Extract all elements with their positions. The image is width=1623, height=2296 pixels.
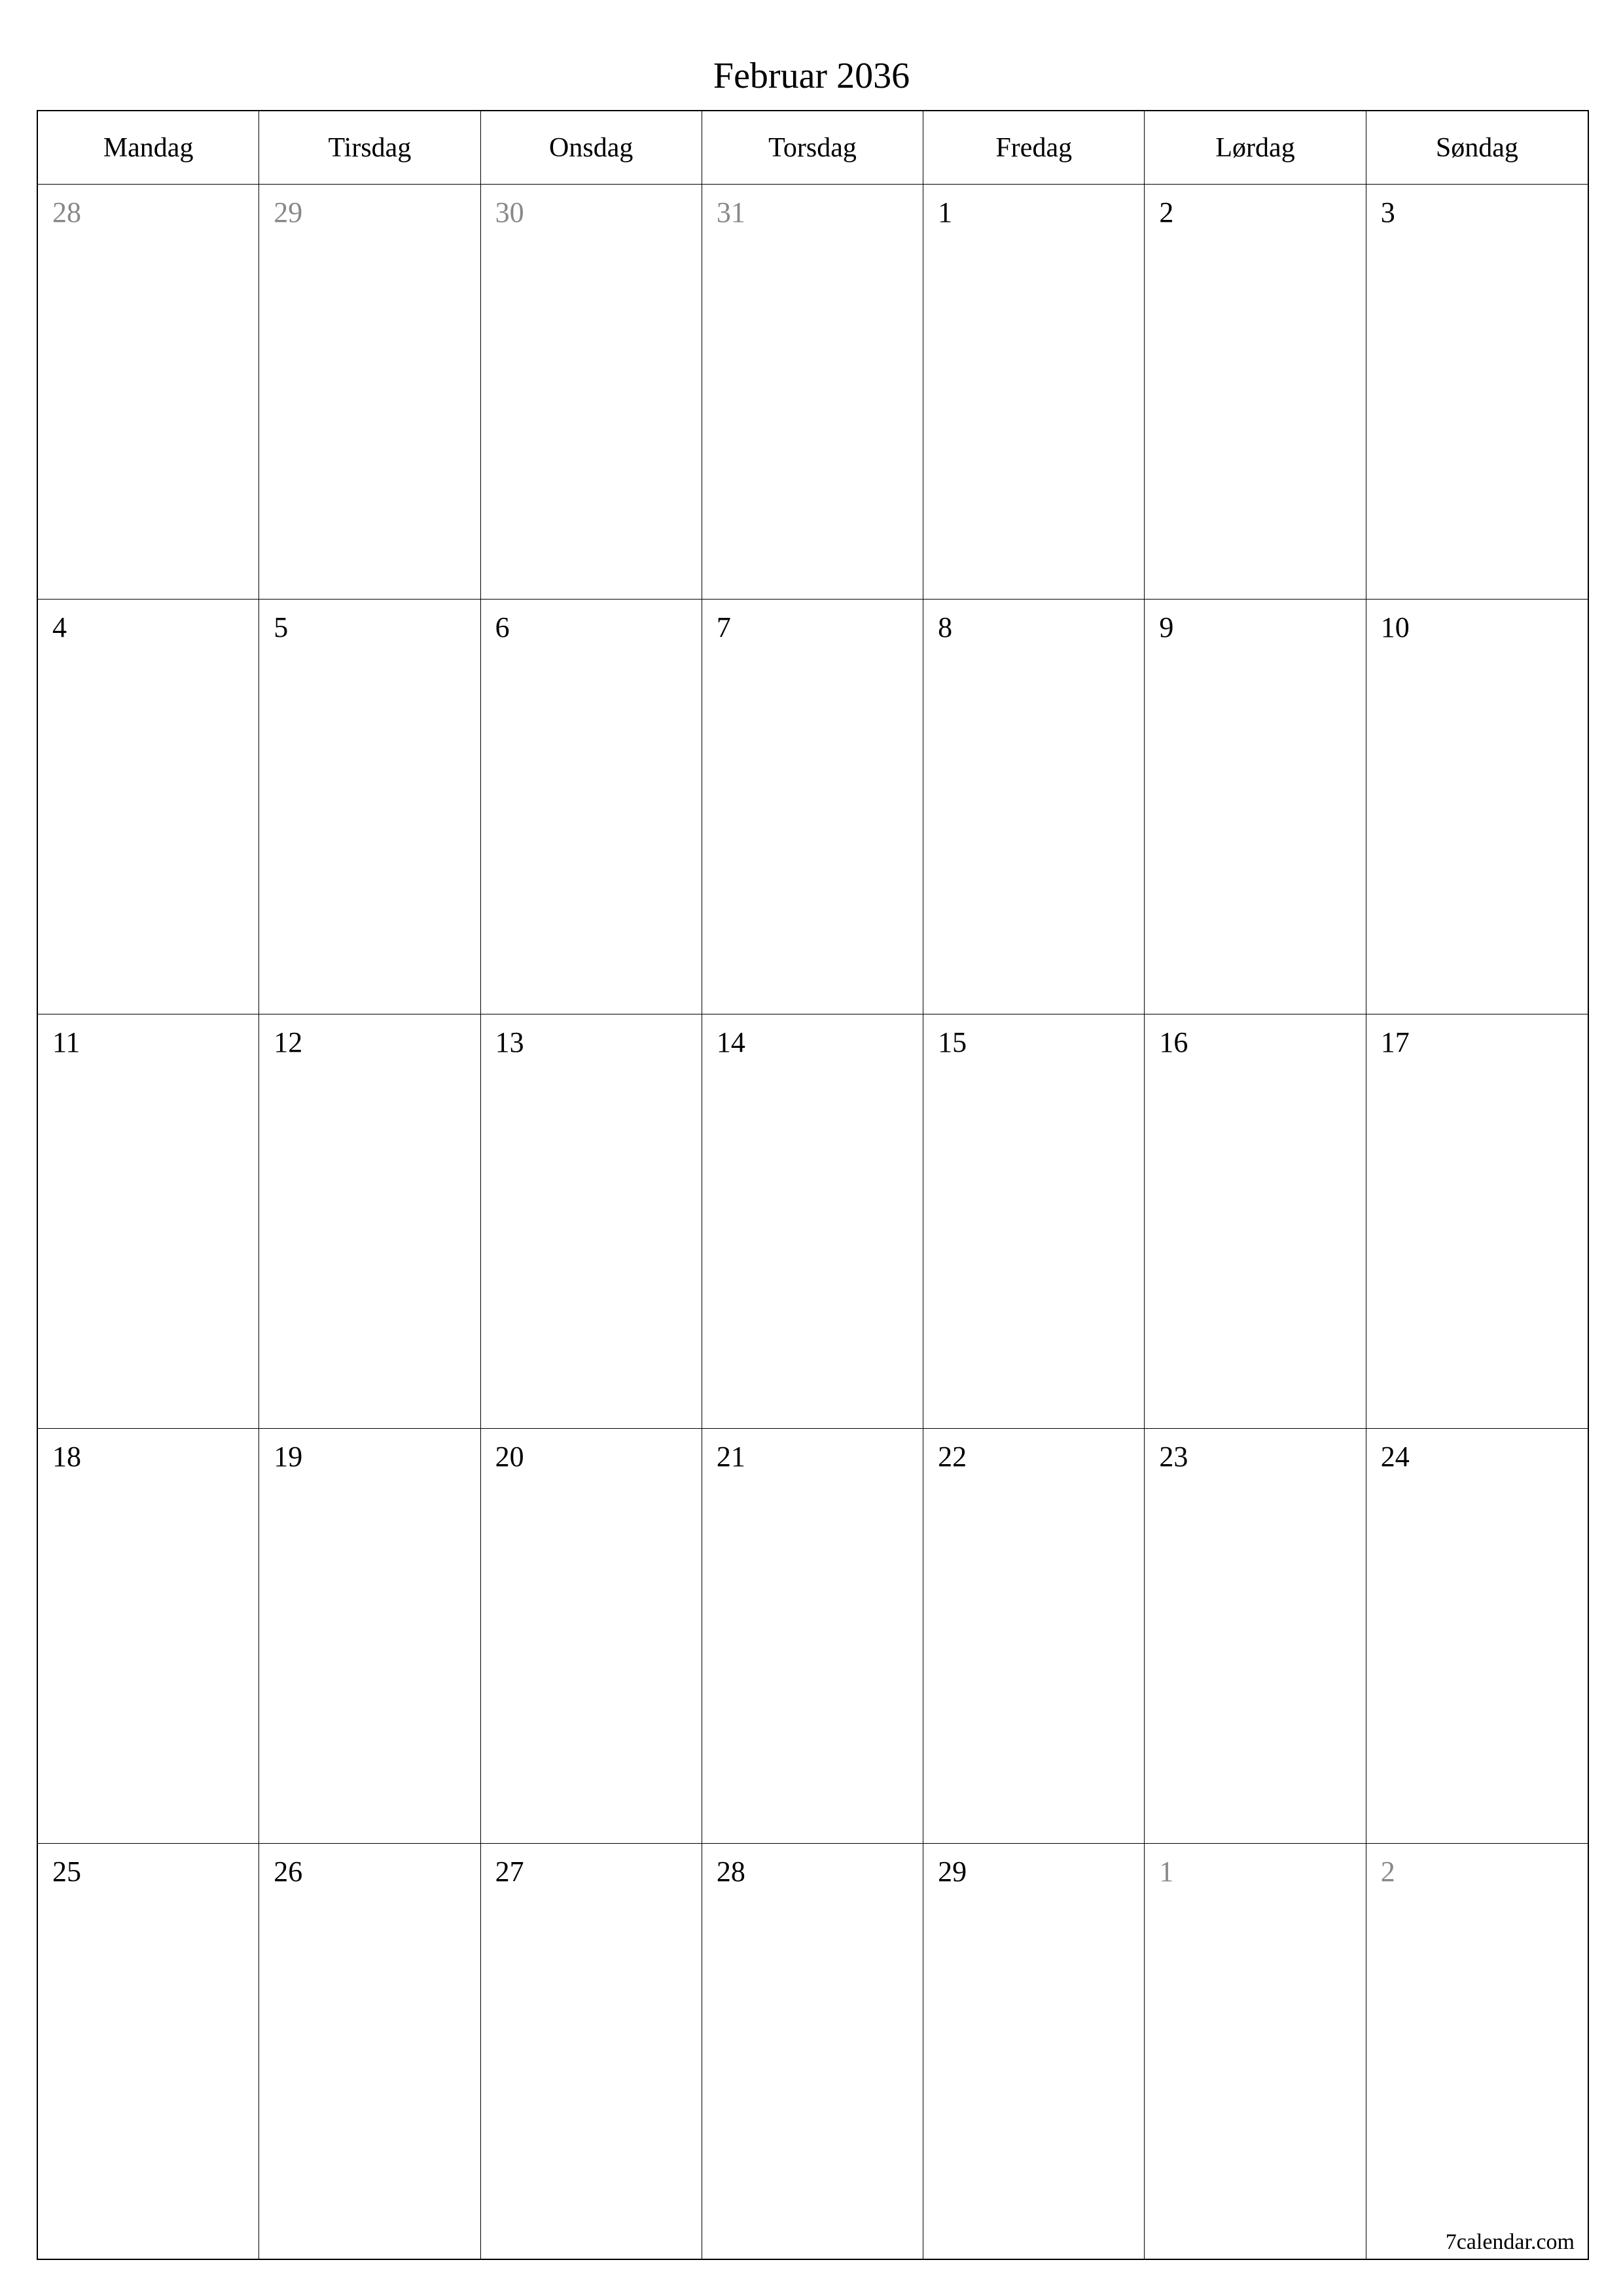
weekday-header-cell: Søndag [1435, 132, 1518, 163]
day-number: 7 [716, 611, 731, 643]
weekday-header-cell: Mandag [38, 111, 259, 184]
day-cell [1366, 1014, 1588, 1429]
day-number: 8 [938, 611, 953, 643]
day-cell [1366, 600, 1588, 1014]
day-cell [702, 1014, 923, 1429]
day-number: 26 [274, 1856, 303, 1888]
day-number: 6 [495, 611, 510, 643]
day-number: 20 [495, 1441, 524, 1473]
day-cell [702, 600, 923, 1014]
day-cell [259, 1014, 480, 1429]
day-number: 9 [1159, 611, 1174, 643]
day-number: 10 [1380, 611, 1410, 643]
day-number: 1 [938, 196, 953, 228]
day-cell [481, 600, 702, 1014]
day-cell [481, 1014, 702, 1429]
day-cell [702, 185, 923, 600]
day-number: 24 [1380, 1441, 1410, 1473]
other-month-day-number: 2 [1380, 1856, 1395, 1888]
weekday-header-cell: Tirsdag [259, 111, 480, 184]
day-cell [259, 1429, 480, 1844]
day-cell [1366, 185, 1588, 600]
weekday-header-cell: Lørdag [1145, 111, 1366, 184]
day-number: 29 [938, 1856, 967, 1888]
day-cell [923, 1844, 1145, 2259]
day-number: 13 [495, 1026, 524, 1058]
day-number: 19 [274, 1441, 303, 1473]
day-number: 3 [1380, 196, 1395, 228]
day-cell [259, 600, 480, 1014]
day-cell [1145, 600, 1366, 1014]
weekday-header [38, 111, 1588, 185]
day-cell [38, 1844, 259, 2259]
day-cell [923, 1429, 1145, 1844]
day-cell [38, 1429, 259, 1844]
day-cell [38, 1014, 259, 1429]
day-cell [1145, 1844, 1366, 2259]
calendar-grid [37, 110, 1589, 2260]
other-month-day-number: 1 [1159, 1856, 1174, 1888]
day-number: 17 [1380, 1026, 1410, 1058]
day-number: 2 [1159, 196, 1174, 228]
other-month-day-number: 29 [274, 196, 303, 228]
footer-credit: 7calendar.com [1445, 2230, 1575, 2254]
other-month-day-number: 28 [52, 196, 81, 228]
day-number: 16 [1159, 1026, 1188, 1058]
weekday-header-cell: Fredag [923, 111, 1145, 184]
day-cell [702, 1429, 923, 1844]
day-number: 18 [52, 1441, 81, 1473]
day-cell [923, 185, 1145, 600]
day-number: 22 [938, 1441, 967, 1473]
other-month-day-number: 31 [716, 196, 745, 228]
day-cell [1366, 1844, 1588, 2259]
day-number: 23 [1159, 1441, 1188, 1473]
day-cell [1145, 1014, 1366, 1429]
day-number: 27 [495, 1856, 524, 1888]
day-number: 11 [52, 1026, 80, 1058]
day-grid [38, 185, 1588, 2259]
day-cell [481, 1844, 702, 2259]
day-cell [1145, 185, 1366, 600]
day-cell [481, 185, 702, 600]
day-cell [702, 1844, 923, 2259]
day-cell [1145, 1429, 1366, 1844]
day-cell [481, 1429, 702, 1844]
day-cell [1366, 1429, 1588, 1844]
day-number: 28 [716, 1856, 745, 1888]
day-cell [923, 1014, 1145, 1429]
day-cell [259, 185, 480, 600]
weekday-header-cell: Torsdag [702, 111, 923, 184]
day-cell [38, 600, 259, 1014]
other-month-day-number: 30 [495, 196, 524, 228]
day-cell [259, 1844, 480, 2259]
day-number: 15 [938, 1026, 967, 1058]
day-number: 21 [716, 1441, 745, 1473]
weekday-header-cell: Onsdag [481, 111, 702, 184]
page-title: Februar 2036 [713, 56, 910, 96]
day-number: 12 [274, 1026, 303, 1058]
day-number: 14 [716, 1026, 745, 1058]
day-cell [923, 600, 1145, 1014]
day-cell [38, 185, 259, 600]
day-number: 5 [274, 611, 289, 643]
day-number: 4 [52, 611, 67, 643]
day-number: 25 [52, 1856, 81, 1888]
